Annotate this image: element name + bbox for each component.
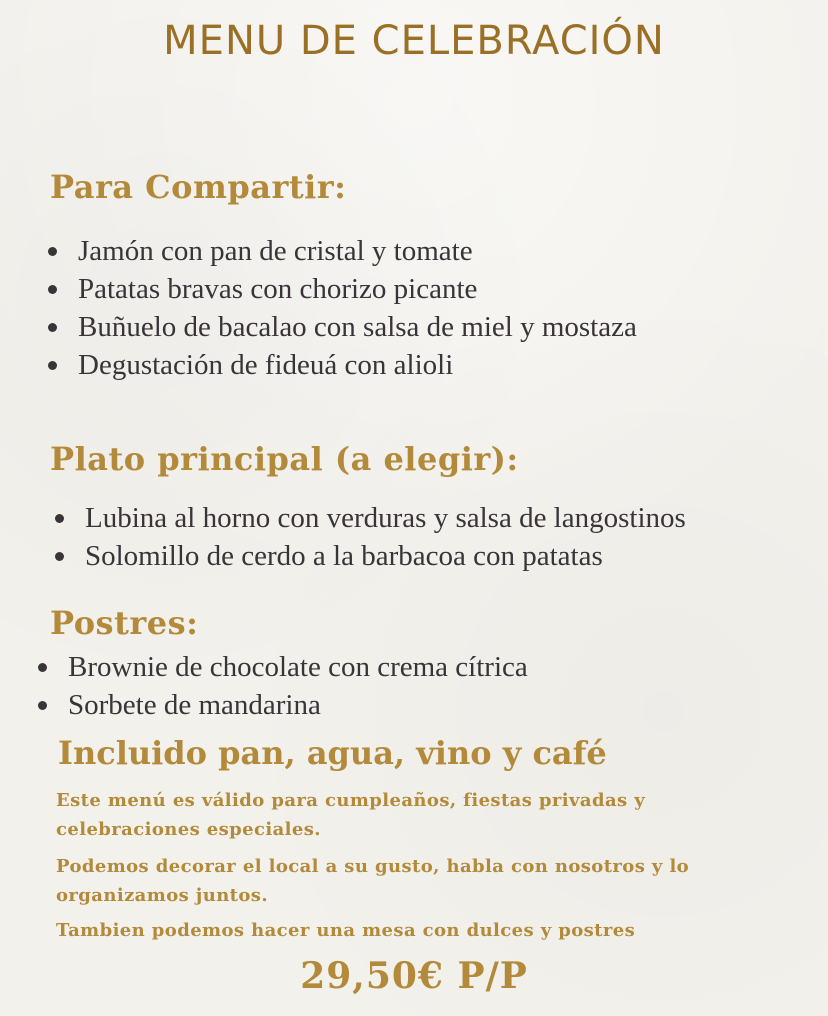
menu-title: MENU DE CELEBRACIÓN: [163, 18, 665, 64]
section-heading-postres: Postres:: [50, 604, 199, 642]
list-item-text: Patatas bravas con chorizo picante: [78, 273, 478, 305]
list-item-text: Degustación de fideuá con alioli: [78, 349, 454, 381]
bullet-icon: [55, 514, 64, 523]
section-heading-para-compartir: Para Compartir:: [50, 168, 347, 206]
bullet-icon: [48, 285, 57, 294]
note-validity: Este menú es válido para cumpleaños, fiestas privadas y celebraciones especiales.: [56, 790, 646, 840]
bullet-icon: [38, 701, 47, 710]
list-item: [48, 232, 637, 270]
bullet-icon: [48, 361, 57, 370]
list-item-text: Lubina al horno con verduras y salsa de langostinos: [85, 502, 686, 534]
bullet-icon: [55, 552, 64, 561]
bullet-icon: [48, 323, 57, 332]
list-item: [55, 537, 686, 575]
note-dessert-table: Tambien podemos hacer una mesa con dulces y postres: [56, 920, 636, 941]
list-para-compartir: [48, 232, 637, 384]
list-item-text: Sorbete de mandarina: [68, 689, 321, 721]
price: 29,50€ P/P: [300, 955, 528, 997]
list-item-text: Jamón con pan de cristal y tomate: [78, 235, 473, 267]
list-item: [38, 686, 528, 724]
list-item-text: Buñuelo de bacalao con salsa de miel y mostaza: [78, 311, 637, 343]
bullet-icon: [48, 247, 57, 256]
list-plato-principal: [55, 499, 686, 575]
note-decoration: Podemos decorar el local a su gusto, habla con nosotros y lo organizamos juntos.: [56, 856, 690, 906]
section-heading-plato-principal: Plato principal (a elegir):: [50, 440, 519, 478]
list-item: [48, 270, 637, 308]
list-item: [48, 308, 637, 346]
list-item: [48, 346, 637, 384]
list-item-text: Brownie de chocolate con crema cítrica: [68, 651, 528, 683]
list-item: [55, 499, 686, 537]
list-postres: [38, 648, 528, 724]
list-item: [38, 648, 528, 686]
bullet-icon: [38, 663, 47, 672]
list-item-text: Solomillo de cerdo a la barbacoa con patatas: [85, 540, 603, 572]
included-text: Incluido pan, agua, vino y café: [58, 734, 607, 772]
